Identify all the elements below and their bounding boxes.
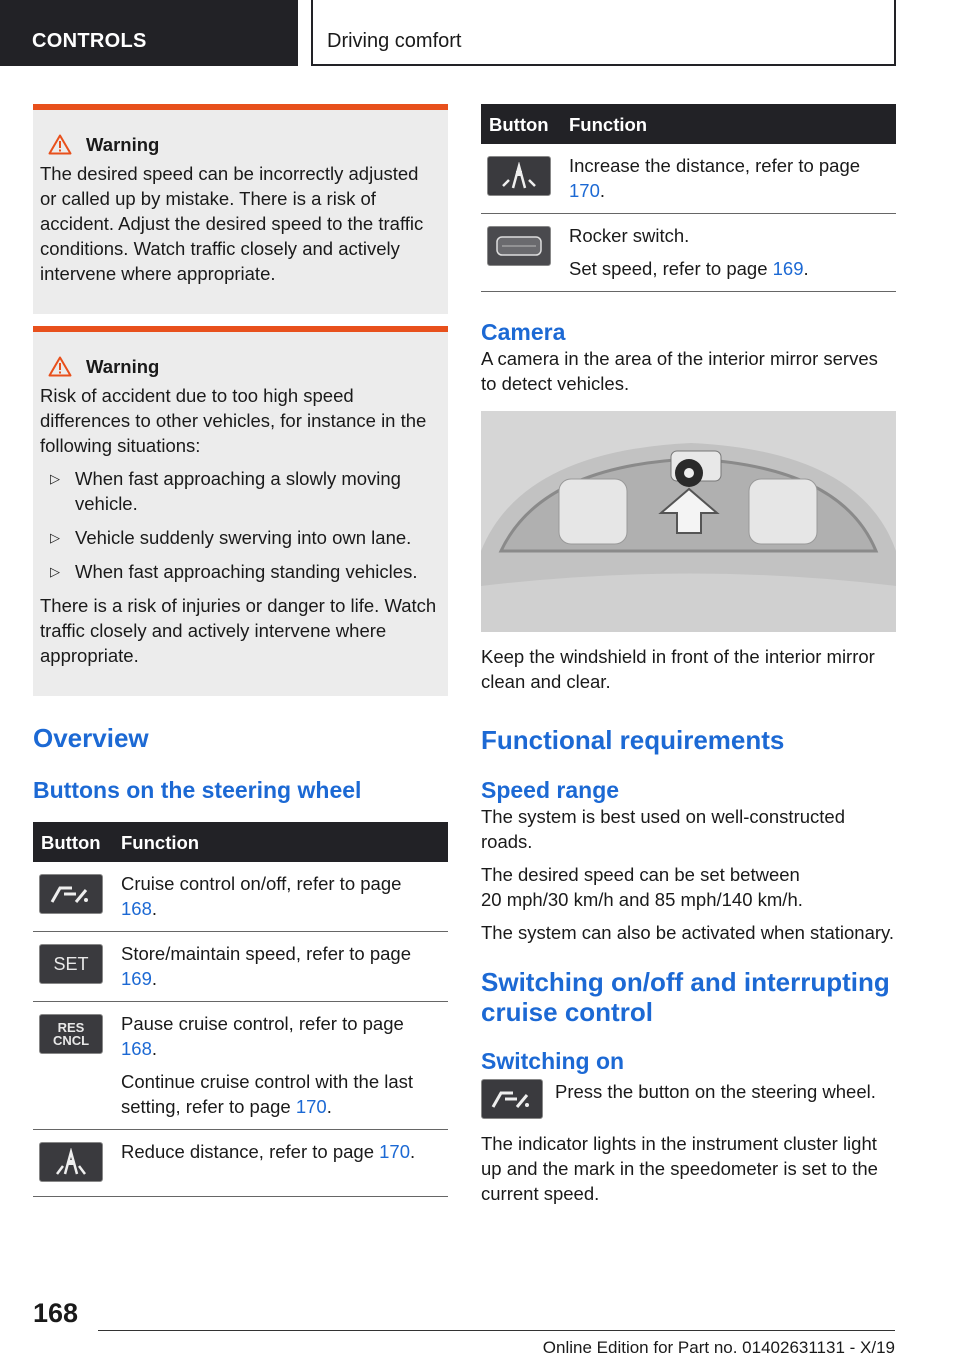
page-link[interactable]: 170: [379, 1141, 411, 1162]
list-item: ▷ Vehicle suddenly swerving into own lane.: [40, 525, 438, 550]
switching-on-subheading: Switching on: [481, 1048, 625, 1074]
page-link[interactable]: 170: [569, 180, 600, 201]
function-text: Pause cruise control, refer to page 168.: [121, 1013, 404, 1059]
function-text: Set speed, refer to page 169.: [569, 258, 809, 279]
cruise-control-icon: [481, 1079, 543, 1119]
header-section: CONTROLS: [0, 0, 298, 66]
page-number: 168: [33, 1298, 79, 1328]
function-text: Reduce distance, refer to page 170.: [121, 1141, 416, 1162]
warning-text: The desired speed can be incorrectly adjusted or called up by mistake. There is a risk of accident. Adjust the desired speed to the traffic conditions. Watch traffic closely and actively intervene where appropriate.: [40, 163, 424, 284]
bullet-triangle-icon: ▷: [50, 530, 60, 545]
function-text: Rocker switch.: [569, 225, 690, 246]
column-header-button: Button: [33, 822, 113, 862]
cruise-control-icon: [39, 874, 103, 914]
page-link[interactable]: 170: [295, 1096, 327, 1117]
edition-text: Online Edition for Part no. 01402631131 - X/19: [542, 1338, 895, 1357]
speed-range-p3: The system can also be activated when stationary.: [481, 922, 895, 943]
table-row: [481, 144, 896, 214]
warning-header: [40, 354, 438, 379]
bullet-triangle-icon: ▷: [50, 564, 60, 579]
warning-list: [40, 466, 438, 584]
page-link[interactable]: 169: [772, 258, 804, 279]
list-item: ▷ When fast approaching standing vehicles.: [40, 559, 438, 584]
warning-header: [40, 132, 438, 157]
reduce-distance-icon: [39, 1142, 103, 1182]
warning-title: Warning: [86, 356, 160, 377]
function-text: Increase the distance, refer to page 170.: [569, 155, 861, 201]
speed-range-p2: The desired speed can be set between 20 mph/30 km/h and 85 mph/140 km/h.: [481, 864, 803, 910]
footer-divider: [98, 1330, 895, 1331]
function-text: Cruise control on/off, refer to page 168.: [121, 873, 402, 919]
warning-title: Warning: [86, 134, 160, 155]
right-column: [481, 104, 896, 1206]
switching-heading: Switching on/off and interrupting cruise control: [481, 967, 890, 1027]
camera-heading: Camera: [481, 319, 566, 345]
table-header-row: [33, 822, 448, 862]
overview-heading: Overview: [33, 723, 149, 753]
increase-distance-icon: [487, 156, 551, 196]
table-header-row: [481, 104, 896, 144]
column-header-function: Function: [561, 104, 896, 144]
left-column: [33, 104, 448, 1197]
warning-box-2: [33, 326, 448, 696]
page-link[interactable]: 169: [121, 968, 152, 989]
set-button-icon: SET: [39, 944, 103, 984]
switching-on-press: Press the button on the steering wheel.: [555, 1081, 876, 1102]
page-link[interactable]: 168: [121, 1038, 152, 1059]
table-row: [33, 932, 448, 1002]
column-header-function: Function: [113, 822, 448, 862]
table-row: [33, 862, 448, 932]
bullet-triangle-icon: ▷: [50, 471, 60, 486]
camera-after-text: Keep the windshield in front of the interior mirror clean and clear.: [481, 646, 875, 692]
table-row: [33, 1002, 448, 1130]
header-chapter: Driving comfort: [311, 0, 896, 66]
list-item: ▷ When fast approaching a slowly moving vehicle.: [40, 466, 438, 516]
speed-range-p1: The system is best used on well-constructed roads.: [481, 806, 845, 852]
table-row: [481, 214, 896, 292]
switching-on-instruction: [481, 1079, 896, 1119]
table-row: [33, 1130, 448, 1197]
switching-on-after: The indicator lights in the instrument cluster light up and the mark in the speedometer is set to the current speed.: [481, 1133, 878, 1204]
rocker-switch-icon: [487, 226, 551, 266]
requirements-heading: Functional requirements: [481, 725, 785, 755]
warning-outro: There is a risk of injuries or danger to life. Watch traffic closely and actively intervene where appropriate.: [40, 595, 437, 666]
buttons-table-continued: [481, 104, 896, 292]
warning-triangle-icon: [48, 356, 72, 377]
function-text: Store/maintain speed, refer to page 169.: [121, 943, 412, 989]
res-cncl-button-icon: RES CNCL: [39, 1014, 103, 1054]
page-link[interactable]: 168: [121, 898, 152, 919]
column-header-button: Button: [481, 104, 561, 144]
warning-triangle-icon: [48, 134, 72, 155]
camera-text: A camera in the area of the interior mirror serves to detect vehicles.: [481, 348, 878, 394]
speed-range-subheading: Speed range: [481, 777, 620, 803]
buttons-table: [33, 822, 448, 1197]
function-text: Continue cruise control with the last setting, refer to page 170.: [121, 1071, 414, 1117]
camera-illustration: [481, 411, 896, 632]
buttons-subheading: Buttons on the steering wheel: [33, 777, 362, 803]
warning-box-1: [33, 104, 448, 314]
warning-intro: Risk of accident due to too high speed differences to other vehicles, for instance in the following situations:: [40, 385, 427, 456]
